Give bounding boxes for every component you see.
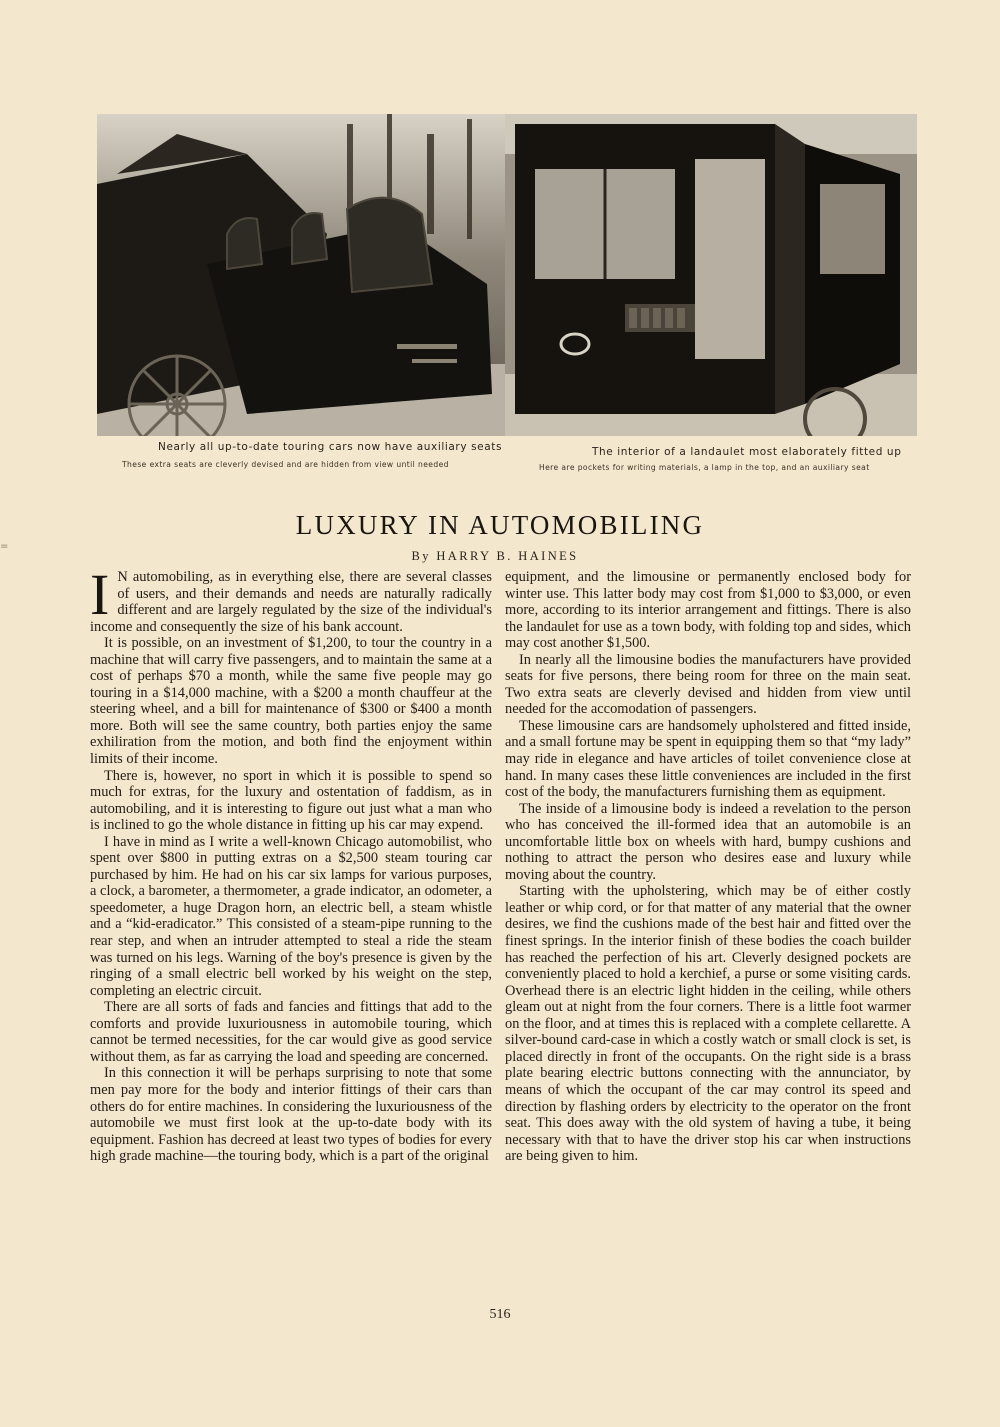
paragraph: I have in mind as I write a well-known Chicago automobilist, who spent over $800 in putting extras on a $2,500 steam touring car purchased by him. He had on his car six lamps for various purposes, a clock, a barometer, a thermometer, a grade indicator, an odometer, a speedometer, a huge Dragon horn, an electric bell, a steam whistle and a “kid-eradicator.” This consisted of a steam-pipe running to the rear step, and when an intruder attempted to steal a ride the steam was turned on his legs. Warning of the boy's presence is given by the ringing of a small electric bell worked by his weight on the step, completing an electric circuit. xyxy=(90,833,492,999)
landaulet-image xyxy=(505,114,917,436)
paragraph-continued: equipment, and the limousine or permanently enclosed body for winter use. This latter body may cost from $1,000 to $3,000, or even more, according to its interior arrangement and fittings. There is also the landaulet for use as a town body, with folding top and sides, which may cost another $1,500. xyxy=(505,569,911,652)
binding-mark: = xyxy=(0,541,9,552)
paragraph-text: N automobiling, as in everything else, there are several classes of users, and their demands and needs are naturally radically different and are largely regulated by the size of the individual's income and consequently the size of his bank account. xyxy=(90,569,492,635)
touring-car-image xyxy=(97,114,505,436)
right-photo-subcaption: Here are pockets for writing materials, a lamp in the top, and an auxiliary seat xyxy=(539,463,870,472)
left-photo-caption: Nearly all up-to-date touring cars now have auxiliary seats xyxy=(158,441,503,453)
paragraph: Starting with the upholstering, which may be of either costly leather or whip cord, or for that matter of any material that the owner desires, we find the cushions made of the best hair and fitted over the finest springs. In the interior finish of these bodies the coach builder has reached the perfection of his art. Cleverly designed pockets are conveniently placed to hold a kerchief, a purse or some visiting cards. Overhead there is an electric light hidden in the ceiling, while others gleam out at night from the four corners. There is a little foot warmer on the floor, and at times this is replaced with a complete cellarette. A silver-bound card-case in which a costly watch or small clock is set, is placed directly in front of the occupants. On the right side is a brass plate bearing electric buttons connecting with the annunciator, by means of which the occupant of the car may control its speed and direction by flashing orders by electricity to the operator on the front seat. This does away with the old system of having a tube, it being necessary with that to have the driver stop his car when instructions are being given to him. xyxy=(505,883,911,1165)
paragraph: The inside of a limousine body is indeed a revelation to the person who has conceived the ill-formed idea that an automobile is an uncomfortable little box on wheels with hard, bumpy cushions and nothing to attract the person who desires ease and luxury while moving about the country. xyxy=(505,800,911,883)
article-byline: By HARRY B. HAINES xyxy=(411,549,579,563)
paragraph xyxy=(90,562,492,635)
left-photo-subcaption: These extra seats are cleverly devised and are hidden from view until needed xyxy=(122,460,449,469)
paragraph: There is, however, no sport in which it is possible to spend so much for extras, for the luxury and ostentation of faddism, as in automobiling, and it is interesting to figure out just what a man who is inclined to go the whole distance in fitting up his car may expend. xyxy=(90,767,492,834)
paragraph: In this connection it will be perhaps surprising to note that some men pay more for the body and interior fittings of their cars than others do for entire machines. In considering the luxuriousness of the automobile we must first look at the up-to-date body with its equipment. Fashion has decreed at least two types of bodies for every high grade machine—the touring body, which is a part of the original xyxy=(90,1065,492,1165)
paragraph: There are all sorts of fads and fancies and fittings that add to the comforts and provide luxuriousness in automobile touring, which cannot be termed necessities, for the car would give as good service without them, as far as carrying the load and speeding are concerned. xyxy=(90,999,492,1065)
landaulet-interior-photo xyxy=(505,114,917,436)
touring-car-photo xyxy=(97,114,505,436)
drop-cap: I xyxy=(90,562,110,627)
page-number: 516 xyxy=(489,1307,511,1322)
right-photo-caption: The interior of a landaulet most elaborately fitted up xyxy=(592,446,902,458)
paragraph: In nearly all the limousine bodies the manufacturers have provided seats for five persons, there being room for three on the main seat. Two extra seats are cleverly devised and hidden from view until needed for the accomodation of passengers. xyxy=(505,651,911,718)
right-column xyxy=(505,569,911,1165)
left-column xyxy=(90,562,492,1165)
paragraph: These limousine cars are handsomely upholstered and fitted inside, and a small fortune may be spent in equipping them so that “my lady” may ride in elegance and have articles of toilet convenience close at hand. In many cases these little conveniences are included in the first cost of the body, the manufacturers furnishing them as equipment. xyxy=(505,717,911,801)
paragraph: It is possible, on an investment of $1,200, to tour the country in a machine that will carry five passengers, and to maintain the same at a cost of perhaps $70 a month, while the same five people may go touring in a $14,000 machine, with a $200 a month chauffeur at the steering wheel, and a bill for maintenance of $300 or $400 a month more. Both will see the same country, both parties enjoy the same exhiliration from the motion, and both find the enjoyment within limits of their income. xyxy=(90,635,492,768)
article-title: LUXURY IN AUTOMOBILING xyxy=(295,510,705,540)
